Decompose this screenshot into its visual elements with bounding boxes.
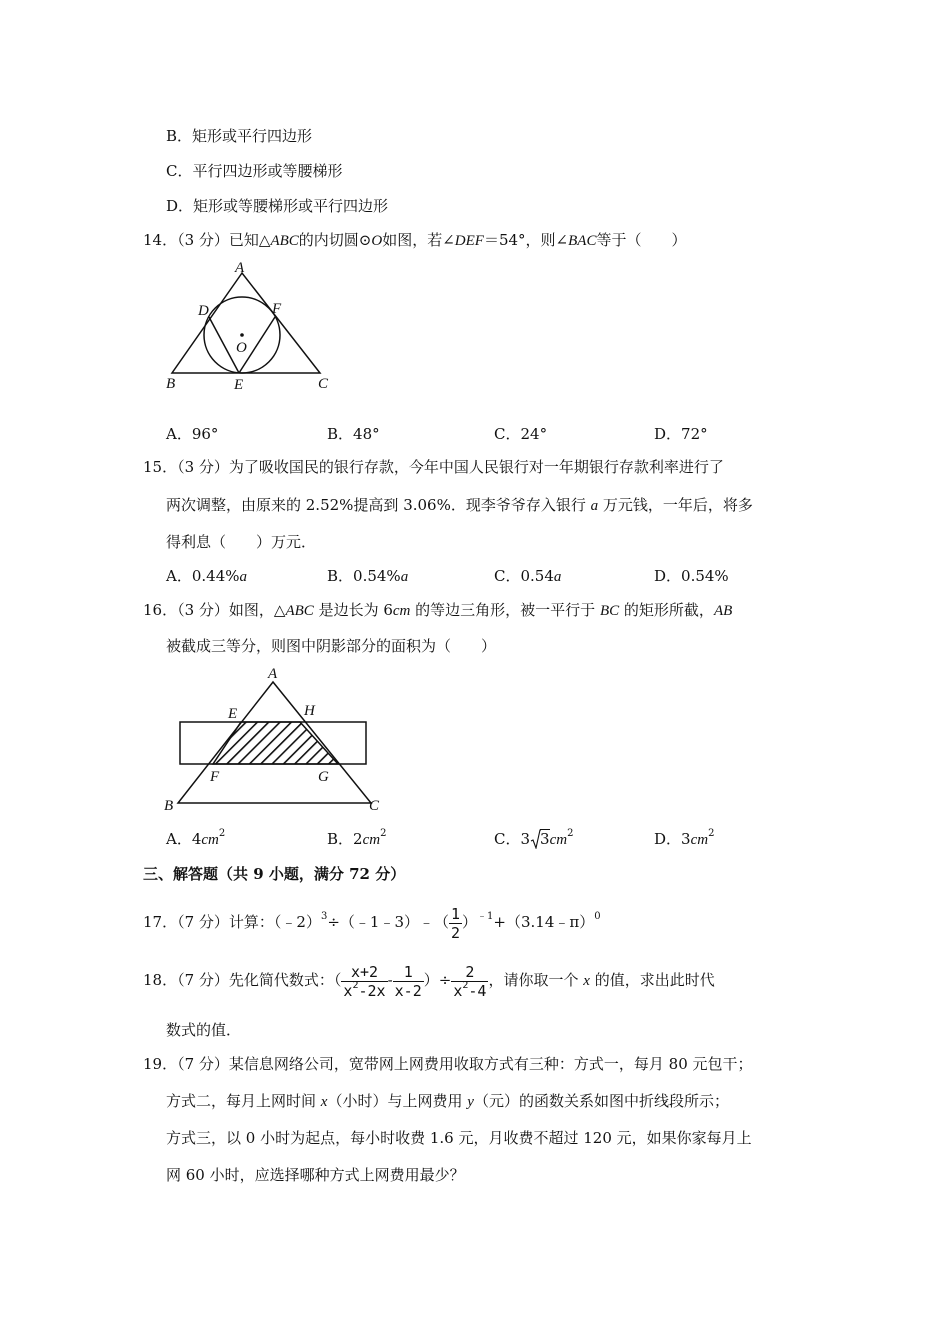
q14-incircle-figure <box>160 255 340 395</box>
q15-option-d: D．0.54% <box>654 567 729 585</box>
q16-stem-line2: 被截成三等分，则图中阴影部分的面积为（ ） <box>166 637 497 655</box>
q19-number: 19． <box>143 1055 178 1073</box>
q13-option-d: D．矩形或等腰梯形或平行四边形 <box>166 197 389 215</box>
q14-label-e: E <box>234 377 244 393</box>
q19-stem-line4: 网 60 小时，应选择哪种方式上网费用最少？ <box>166 1166 465 1184</box>
q14-option-a: A．96° <box>166 425 219 443</box>
q16-option-b: B．$2cm^2$ <box>327 828 387 848</box>
q16-rectangle-triangle-figure <box>158 662 398 820</box>
q14-label-b: B <box>166 376 176 392</box>
q16-option-d: D．$3cm^2$ <box>654 828 715 848</box>
q14-option-b: B．48° <box>327 425 380 443</box>
q13-option-b: B．矩形或平行四边形 <box>166 127 313 145</box>
q14-label-f: F <box>272 301 282 317</box>
q16-label-f: F <box>210 769 220 785</box>
q14-label-d: D <box>198 303 209 319</box>
q13-option-c: C．平行四边形或等腰梯形 <box>166 162 343 180</box>
q18-fraction-2: $\frac{1}{x-2}$ <box>394 962 422 1000</box>
q15-number: 15． <box>143 458 178 476</box>
q14-label-c: C <box>318 376 329 392</box>
q17-fraction: $\frac{1}{2}$ <box>450 904 461 942</box>
q14-option-c: C．24° <box>494 425 548 443</box>
q16-option-a: A．$4cm^2$ <box>166 828 226 848</box>
q14-label-a: A <box>235 260 245 276</box>
q16-label-b: B <box>164 798 174 814</box>
q14-number: 14． <box>143 231 178 249</box>
q17-stem: 17．（7 分）计算：（﹣2）$^3$÷（﹣1﹣3）﹣（ $\frac{1}{2}$ ）$^{﹣1}$+（3.14﹣π）$^0$ <box>143 904 601 942</box>
q18-stem-line2: 数式的值． <box>166 1021 242 1039</box>
q16-number: 16． <box>143 601 178 619</box>
q15-stem-line3: 得利息（ ）万元． <box>166 533 317 551</box>
sqrt-symbol: 3 <box>530 829 550 849</box>
q18-fraction-3: $\frac{2}{x^2-4}$ <box>453 962 487 1000</box>
q19-stem-line3: 方式三，以 0 小时为起点，每小时收费 1.6 元，月收费不超过 120 元，如果你家每月上 <box>166 1129 752 1147</box>
q14-stem: 14．（3 分）已知△ABC的内切圆⊙O如图，若∠DEF＝54°，则∠BAC等于（ ） <box>143 231 687 249</box>
q14-option-d: D．72° <box>654 425 708 443</box>
q15-option-a: A．0.44%a <box>166 567 247 585</box>
section-title: 三、解答题（共 9 小题，满分 72 分） <box>143 865 406 883</box>
q16-label-g: G <box>318 769 329 785</box>
q18-fraction-1: $\frac{x+2}{x^2-2x}$ <box>343 962 386 1000</box>
q15-stem-line1: 15．（3 分）为了吸收国民的银行存款，今年中国人民银行对一年期银行存款利率进行了 <box>143 458 724 476</box>
q16-label-c: C <box>369 798 380 814</box>
q16-stem-line1: 16．（3 分）如图，△ABC 是边长为 6cm 的等边三角形，被一平行于 BC 的矩形所截，AB <box>143 601 733 619</box>
q16-label-h: H <box>304 703 315 719</box>
q16-option-c: C．3 $3cm^2$ <box>494 828 574 848</box>
q18-stem: 18．（7 分）先化简代数式：（ $\frac{x+2}{x^2-2x}$ - $\frac{1}{x-2}$ ）÷ $\frac{2}{x^2-4}$ ，请你取一个 x 的值，求出此时代 <box>143 962 715 1000</box>
q16-label-e: E <box>228 706 238 722</box>
q19-stem-line2: 方式二，每月上网时间 x（小时）与上网费用 y（元）的函数关系如图中折线段所示； <box>166 1092 729 1110</box>
q19-stem-line1: 19．（7 分）某信息网络公司，宽带网上网费用收取方式有三种：方式一，每月 80 元包干； <box>143 1055 753 1073</box>
q14-label-o: O <box>236 340 247 356</box>
q15-option-b: B．0.54%a <box>327 567 409 585</box>
q15-stem-line2: 两次调整，由原来的 2.52%提高到 3.06%．现李爷爷存入银行 a 万元钱，一年后，将多 <box>166 496 753 514</box>
q18-number: 18． <box>143 971 178 989</box>
q17-number: 17． <box>143 913 178 931</box>
q15-option-c: C．0.54a <box>494 567 562 585</box>
q16-label-a: A <box>268 666 278 682</box>
